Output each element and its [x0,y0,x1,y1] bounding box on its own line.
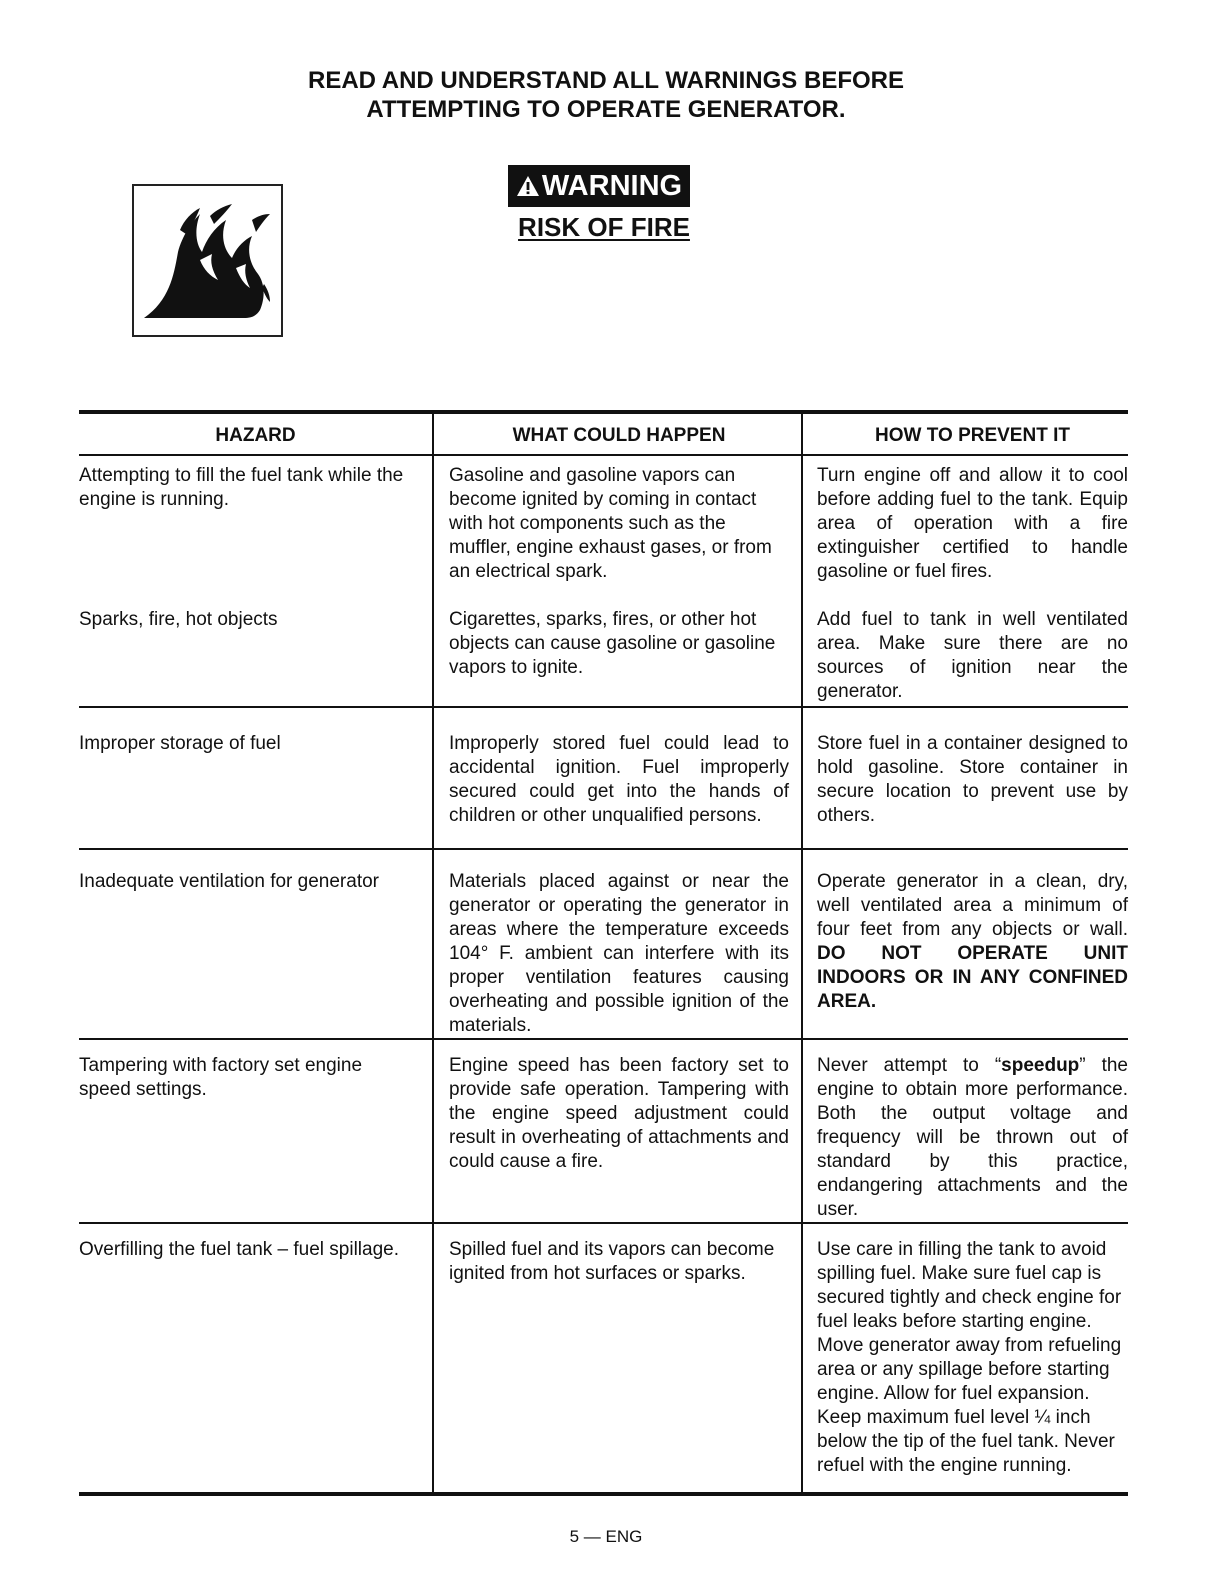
page-number: 5 — ENG [569,1527,643,1546]
hazard-table [79,410,1128,1496]
what-cell: Improperly stored fuel could lead to accidental ignition. Fuel improperly secured could get into the hands of children or other unqualified persons. [449,733,789,826]
prevent-text-pre: Never attempt to “ [817,1055,1002,1076]
risk-title: RISK OF FIRE [518,212,690,242]
page-heading [0,66,1212,124]
hazard-cell: Inadequate ventilation for generator [79,871,379,892]
fire-hazard-symbol [132,184,283,337]
table-row [79,707,1128,849]
table-row [79,1039,1128,1223]
hazard-cell: Tampering with factory set engine speed settings. [79,1055,363,1100]
heading-line-2: ATTEMPTING TO OPERATE GENERATOR. [366,96,846,123]
what-cell: Spilled fuel and its vapors can become ignited from hot surfaces or sparks. [449,1239,775,1284]
prevent-cell [817,1040,1128,1222]
header-what-could-happen: WHAT COULD HAPPEN [433,412,802,455]
table-row [79,1223,1128,1494]
hazard-cell: Attempting to fill the fuel tank while the engine is running. [79,465,404,510]
warning-word: WARNING [541,169,683,202]
what-cell: Cigarettes, sparks, fires, or other hot objects can cause gasoline or gasoline vapors to ignite. [449,609,776,678]
header-hazard: HAZARD [79,412,433,455]
what-cell: Materials placed against or near the generator or operating the generator in areas where the temperature exceeds 104° F. ambient can interfere with its proper ventilation features causing overheating and possible ignition of the materials. [449,871,789,1036]
hazard-cell: Overfilling the fuel tank – fuel spillage. [79,1239,400,1260]
flame-icon [140,200,276,324]
prevent-bold-warning: DO NOT OPERATE UNIT INDOORS OR IN ANY CONFINED AREA. [817,943,1128,1012]
prevent-cell: Turn engine off and allow it to cool before adding fuel to the tank. Equip area of operation with a fire extinguisher certified to handle gasoline or fuel fires. [817,465,1128,582]
prevent-cell: Add fuel to tank in well ventilated area. Make sure there are no sources of ignition near the generator. [817,609,1128,702]
prevent-bold-speedup: speedup [1001,1055,1080,1076]
alert-triangle-icon [516,175,540,197]
prevent-cell: Use care in filling the tank to avoid spilling fuel. Make sure fuel cap is secured tightly and check engine for fuel leaks before starting engine. Move generator away from refueling area or any spillage before starting engine. Allow for fuel expansion. Keep maximum fuel level ¼ inch below the tip of the fuel tank. Never refuel with the engine running. [817,1239,1122,1476]
hazard-cell: Improper storage of fuel [79,733,281,754]
header-how-to-prevent: HOW TO PREVENT IT [802,412,1128,455]
what-cell: Engine speed has been factory set to provide safe operation. Tampering with the engine speed adjustment could result in overheating of attachments and could cause a fire. [449,1055,789,1172]
table-row [79,849,1128,1039]
heading-line-1: READ AND UNDERSTAND ALL WARNINGS BEFORE [307,67,904,94]
prevent-cell: Store fuel in a container designed to hold gasoline. Store container in secure location to prevent use by others. [817,733,1128,826]
warning-signal-label [508,165,690,207]
prevent-text: Operate generator in a clean, dry, well ventilated area a minimum of four feet from any objects or wall. [817,871,1128,940]
table-row [79,584,1128,707]
prevent-cell [817,850,1128,1014]
table-row [79,455,1128,584]
hazard-cell: Sparks, fire, hot objects [79,609,278,630]
table-header-row [79,412,1128,455]
what-cell: Gasoline and gasoline vapors can become ignited by coming in contact with hot components such as the muffler, engine exhaust gases, or from an electrical spark. [449,465,772,582]
prevent-text-post: ” the engine to obtain more performance. Both the output voltage and frequency will be thrown out of standard by this practice, endangering attachments and the user. [817,1055,1128,1220]
